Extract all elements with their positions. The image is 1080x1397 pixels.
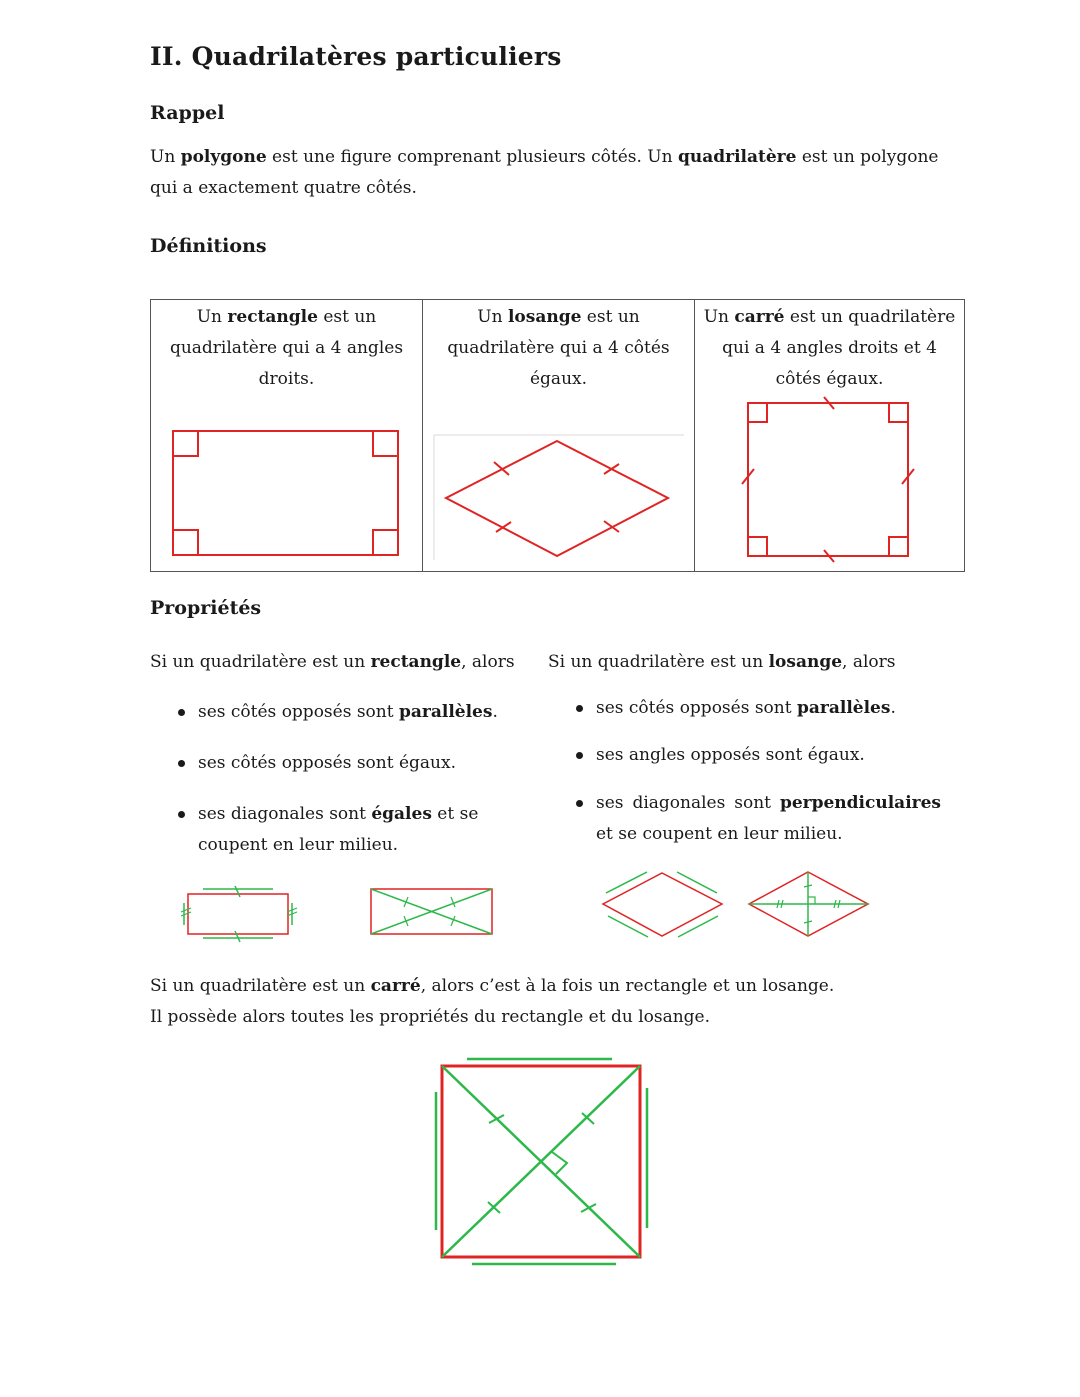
section-title: II. Quadrilatères particuliers: [150, 42, 562, 71]
term-rectangle: rectangle: [370, 652, 462, 672]
prop-text: ses angles opposés sont égaux.: [596, 745, 865, 765]
rappel-text: est un polygone qui a exactement quatre côtés.: [150, 147, 939, 198]
conclusion-text: Si un quadrilatère est un: [150, 976, 371, 996]
prop-text: et se coupent en leur milieu.: [596, 824, 843, 844]
prop-text: ses côtés opposés sont: [198, 702, 399, 722]
cond-text: , alors: [842, 652, 896, 672]
def-text: Un: [477, 307, 508, 327]
prop-bold: perpendiculaires: [779, 793, 941, 813]
prop-text: ses côtés opposés sont: [596, 698, 797, 718]
proprietes-heading: Propriétés: [150, 597, 262, 619]
rappel-heading: Rappel: [150, 102, 225, 124]
carre-big-figure: [436, 1059, 647, 1264]
cond-text: , alors: [461, 652, 515, 672]
prop-text: ses diagonales sont: [596, 793, 780, 813]
rappel-text: est une figure comprenant plusieurs côtés. Un: [266, 147, 678, 167]
prop-text: ses côtés opposés sont égaux.: [198, 753, 456, 773]
prop-bold: parallèles: [398, 702, 493, 722]
rappel-text: Un: [150, 147, 181, 167]
prop-text: ses diagonales sont: [198, 804, 372, 824]
cond-text: Si un quadrilatère est un: [548, 652, 769, 672]
prop-text: .: [492, 702, 498, 722]
def-text: est un quadrilatère qui a 4 côtés égaux.: [447, 307, 670, 389]
prop-text: et se coupent en leur milieu.: [198, 804, 479, 855]
def-text: est un quadrilatère qui a 4 angles droits.: [169, 307, 404, 389]
prop-bold: parallèles: [796, 698, 891, 718]
conclusion-text: Il possède alors toutes les propriétés du rectangle et du losange.: [150, 1007, 711, 1027]
term-polygone: polygone: [180, 147, 267, 167]
definitions-heading: Définitions: [150, 235, 267, 257]
prop-bold: égales: [371, 804, 432, 824]
term-losange: losange: [507, 307, 582, 327]
prop-text: .: [890, 698, 896, 718]
term-quadrilatere: quadrilatère: [677, 147, 797, 167]
def-text: est un quadrilatère qui a 4 angles droits et 4 côtés égaux.: [722, 307, 956, 389]
def-text: Un: [703, 307, 735, 327]
term-losange: losange: [768, 652, 843, 672]
cond-text: Si un quadrilatère est un: [150, 652, 371, 672]
term-rectangle: rectangle: [227, 307, 318, 327]
def-text: Un: [196, 307, 228, 327]
term-carre: carré: [734, 307, 785, 327]
term-carre: carré: [370, 976, 421, 996]
conclusion-text: , alors c’est à la fois un rectangle et un losange.: [420, 976, 835, 996]
